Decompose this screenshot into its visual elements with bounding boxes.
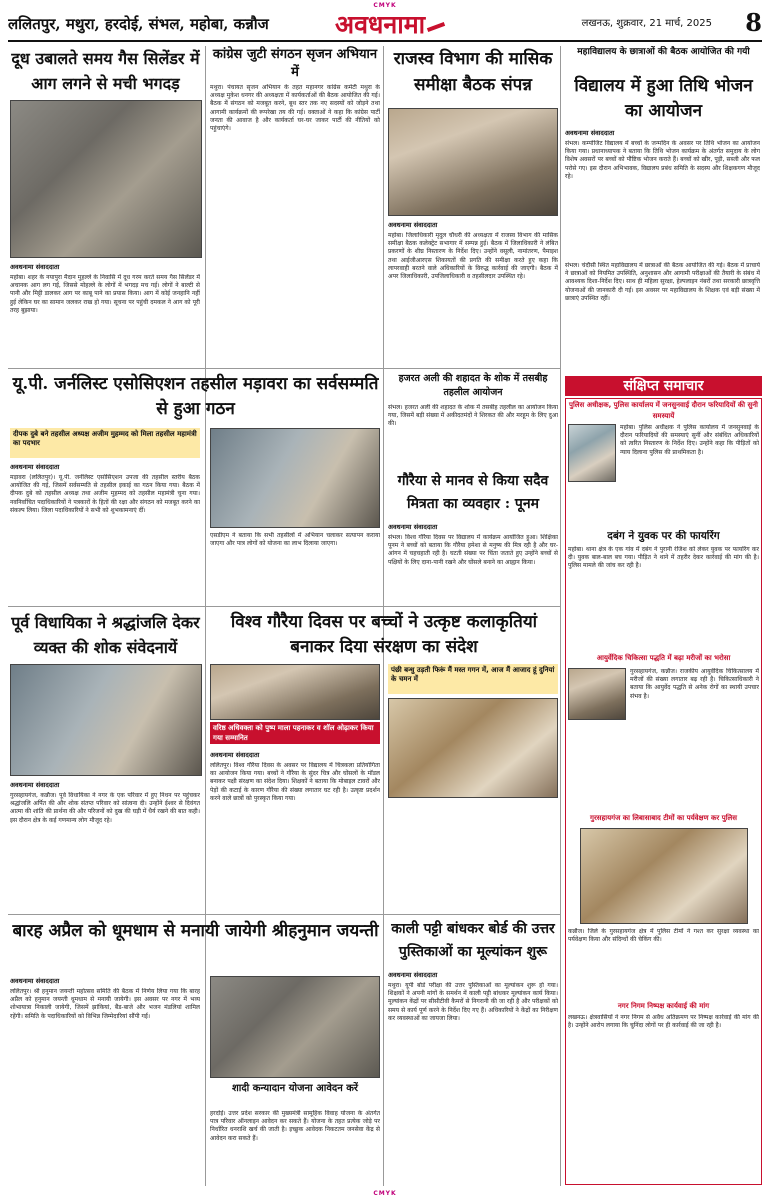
story-body: मथुरा। यूपी बोर्ड परीक्षा की उत्तर पुस्तिकाओं का मूल्यांकन शुरू हो गया। शिक्षकों ने अपनी मांगों के समर्थन में काली पट्टी बांधकर मूल्यांकन कार्य किया। मूल्यांकन केंद्रों पर सीसीटीवी कैमरों से निगरानी की जा रही है और परीक्षकों को समय से कार्य पूर्ण करने के निर्देश दिए गए हैं। अधिकारियों ने केंद्रों का निरीक्षण कर व्यवस्थाओं का जायजा लिया। — [388, 982, 558, 1022]
story-headline[interactable]: विश्व गौरैया दिवस पर बच्चों ने उत्कृष्ट कलाकृतियां बनाकर दिया संरक्षण का संदेश — [230, 612, 538, 657]
page-number: 8 — [745, 8, 762, 37]
short-news-photo — [580, 828, 748, 924]
story-photo-kids — [388, 698, 558, 798]
story-body: मड़ावरा (ललितपुर)। यू.पी. जर्नलिस्ट एसोसिएशन उपजा की तहसील स्तरीय बैठक आयोजित की गई, जिसमें सर्वसम्मति से तहसील इकाई का गठन किया गया। बैठक में दीपक दुबे को तहसील अध्यक्ष तथा अजीम मुहम्मद को तहसील महामंत्री चुना गया। नवनिर्वाचित पदाधिकारियों ने पत्रकारों के हितों की रक्षा और संगठन को मजबूत करने का संकल्प लिया। जिला पदाधिकारियों ने सभी को शुभकामनाएं दीं। — [10, 474, 200, 514]
story-credit: अवधनामा संवाददाता — [10, 977, 60, 985]
story-body: संभल। चंदौसी स्थित महाविद्यालय में छात्राओं की बैठक आयोजित की गई। बैठक में प्राचार्य ने छात्राओं को नियमित उपस्थिति, अनुशासन और आगामी परीक्षाओं की तैयारी के संबंध में आवश्यक दिशा-निर्देश दिए। साथ ही महिला सुरक्षा, हेल्पलाइन नंबरों तथा सरकारी छात्रवृत्ति योजनाओं की जानकारी दी गई। इस अवसर पर महाविद्यालय के शिक्षक एवं बड़ी संख्या में छात्राएं उपस्थित रहीं। — [565, 262, 760, 302]
story-credit: अवधनामा संवाददाता — [565, 129, 615, 137]
short-news-body: महोबा। पुलिस अधीक्षक ने पुलिस कार्यालय में जनसुनवाई के दौरान फरियादियों की समस्याएं सुनीं और संबंधित अधिकारियों को त्वरित निस्तारण के निर्देश दिए। उन्होंने कहा कि पीड़ितों को न्याय दिलाना पुलिस की प्राथमिकता है। — [620, 424, 759, 456]
region-list: ललितपुर, मथुरा, हरदोई, संभल, महोबा, कन्नौज — [8, 15, 269, 33]
story-subhead: दीपक दुबे बने तहसील अध्यक्ष अजीम मुहम्मद को मिला तहसील महामंत्री का पदभार — [10, 428, 200, 458]
story-body: संभल। हजरत अली की शहादत के शोक में तसबीह तहलील का आयोजन किया गया, जिसमें बड़ी संख्या में अकीदतमंदों ने शिरकत की और मरहूम के लिए दुआ की। — [388, 404, 558, 428]
story-body: महोबा। जिलाधिकारी मृदुल चौधरी की अध्यक्षता में राजस्व विभाग की मासिक समीक्षा बैठक कलेक्ट्रेट सभागार में सम्पन्न हुई। बैठक में जिलाधिकारी ने लंबित प्रकरणों के शीघ्र निस्तारण के निर्देश दिए। उन्होंने वसूली, नामांतरण, पैमाइश तथा आईजीआरएस शिकायतों की प्रगति की समीक्षा करते हुए कहा कि लापरवाही बरतने वाले अधिकारियों के विरुद्ध कार्रवाई की जाएगी। बैठक में अपर जिलाधिकारी, उपजिलाधिकारी व तहसीलदार उपस्थित रहे। — [388, 232, 558, 281]
section-divider — [8, 368, 560, 369]
story-photo-honor — [210, 664, 380, 720]
story-photo-tribute — [10, 664, 202, 776]
story-headline[interactable]: गौरैया से मानव से किया सदैव मित्रता का व्यवहार : पूनम — [397, 473, 549, 512]
story-headline[interactable]: बारह अप्रैल को धूमधाम से मनायी जायेगी श्रीहनुमान जयन्ती — [12, 921, 379, 941]
story-photo-meeting — [210, 976, 380, 1078]
short-news-body: गुरसहायगंज, कन्नौज। राजकीय आयुर्वेदिक चिकित्सालय में मरीजों की संख्या लगातार बढ़ रही है। चिकित्साधिकारी ने बताया कि आयुर्वेद पद्धति से अनेक रोगों का स्थायी उपचार संभव है। — [630, 668, 759, 700]
story-body: एसडीएम ने बताया कि सभी तहसीलों में अभियान चलाकर सत्यापन कराया जाएगा और पात्र लोगों को योजना का लाभ दिलाया जाएगा। — [210, 532, 380, 548]
header-rule — [8, 40, 762, 42]
story-headline[interactable]: पूर्व विधायिका ने श्रद्धांजलि देकर व्यक्त की शोक संवेदनायें — [11, 613, 200, 657]
column-divider — [205, 46, 206, 1186]
short-news-headline[interactable]: दबंग ने युवक पर की फायरिंग — [607, 530, 720, 542]
story-headline[interactable]: हजरत अली की शहादत के शोक में तसबीह तहलील आयोजन — [398, 373, 548, 398]
story-credit: अवधनामा संवाददाता — [388, 523, 438, 531]
story-credit: अवधनामा संवाददाता — [388, 971, 438, 979]
masthead-logo[interactable] — [335, 9, 485, 41]
story-subhead: पंछी बन्धु उड़ती फिरूं मैं मस्त गगन में, आज मैं आजाद हूं दुनियां के चमन में — [388, 664, 558, 694]
masthead-title: अवधनामा — [335, 10, 426, 39]
short-news-headline[interactable]: आयुर्वेदिक चिकित्सा पद्धति में बढ़ा मरीजों का भरोसा — [596, 654, 731, 662]
story-headline[interactable]: शादी कन्यादान योजना आवेदन करें — [231, 1083, 359, 1094]
story-headline[interactable]: राजस्व विभाग की मासिक समीक्षा बैठक संपन्न — [393, 49, 553, 95]
short-news-headline[interactable]: पुलिस अधीक्षक, पुलिस कार्यालय में जनसुनवाई दौरान फरियादियों की सुनी समस्यायें — [569, 401, 758, 420]
short-news-body: कन्नौज। जिले के गुरसहायगंज क्षेत्र में पुलिस टीमों ने गश्त कर सुरक्षा व्यवस्था का पर्यवेक्षण किया और संदिग्धों की चेकिंग की। — [568, 928, 759, 944]
story-body: गुरसहायगंज, कन्नौज। पूर्व विधायिका ने नगर के एक परिवार में हुए निधन पर पहुंचकर श्रद्धांजलि अर्पित की और शोक संतप्त परिवार को सांत्वना दी। उन्होंने ईश्वर से दिवंगत आत्मा की शांति की प्रार्थना की और परिजनों को दुख की घड़ी में धैर्य रखने की बात कही। इस दौरान क्षेत्र के कई गणमान्य लोग मौजूद रहे। — [10, 792, 200, 824]
short-news-body: महोबा। थाना क्षेत्र के एक गांव में दबंग ने पुरानी रंजिश को लेकर युवक पर फायरिंग कर दी। युवक बाल-बाल बच गया। पीड़ित ने थाने में तहरीर देकर कार्रवाई की मांग की है। पुलिस मामले की जांच कर रही है। — [568, 546, 759, 570]
story-body: संभल। विश्व गौरैया दिवस पर विद्यालय में कार्यक्रम आयोजित हुआ। शिक्षिका पूनम ने बच्चों को बताया कि गौरैया हमेशा से मनुष्य की मित्र रही है और घर-आंगन में चहचहाती रही है। घटती संख्या पर चिंता जताते हुए उन्होंने बच्चों से पक्षियों के लिए दाना-पानी रखने और घोंसले बनाने का आह्वान किया। — [388, 534, 558, 566]
story-credit: अवधनामा संवाददाता — [388, 221, 438, 229]
short-news-header: संक्षिप्त समाचार — [565, 376, 762, 396]
story-headline[interactable]: काली पट्टी बांधकर बोर्ड की उत्तर पुस्तिकाओं का मूल्यांकन शुरू — [391, 921, 555, 960]
story-headline[interactable]: दूध उबालते समय गैस सिलेंडर में आग लगने से मची भगदड़ — [11, 49, 200, 93]
story-photo-fire — [10, 100, 202, 258]
column-divider — [560, 46, 561, 1186]
short-news-photo — [568, 424, 616, 482]
story-photo-meeting — [388, 108, 558, 216]
story-credit: अवधनामा संवाददाता — [10, 463, 60, 471]
short-news-headline[interactable]: गुरसहायगंज का लिबासाबाद टीमों का पर्यवेक्षण कर पुलिस — [590, 814, 737, 822]
short-news-photo — [568, 668, 626, 720]
short-news-body: लखनऊ। क्षेत्रवासियों ने नगर निगम से अवैध अतिक्रमण पर निष्पक्ष कार्रवाई की मांग की है। उन्होंने आरोप लगाया कि चुनिंदा लोगों पर ही कार्रवाई की जा रही है। — [568, 1014, 759, 1030]
story-body: महोबा। शहर के नयापुरा मैदान मुहल्ले के निवासि में दूध गरम करते समय गैस सिलेंडर में अचानक आग लग गई, जिससे मोहल्ले के लोगों में भगदड़ मच गई। लोगों ने बाल्टी से पानी और मिट्टी डालकर आग पर काबू पाने का प्रयास किया। आग में कोई जनहानि नहीं हुई लेकिन घर का सामान जलकर राख हो गया। सूचना पर पहुंची दमकल ने आग को पूरी तरह बुझाया। — [10, 274, 200, 314]
color-strip: CMYK — [373, 2, 397, 9]
section-divider — [8, 606, 560, 607]
story-credit: अवधनामा संवाददाता — [210, 751, 260, 759]
story-body: हरदोई। उत्तर प्रदेश सरकार की मुख्यमंत्री सामूहिक विवाह योजना के अंतर्गत पात्र परिवार ऑनलाइन आवेदन कर सकते हैं। योजना के तहत प्रत्येक जोड़े पर निर्धारित धनराशि खर्च की जाती है। इच्छुक आवेदक निकटतम जनसेवा केंद्र से आवेदन करा सकते हैं। — [210, 1110, 380, 1142]
story-credit: अवधनामा संवाददाता — [10, 263, 60, 271]
short-news-headline[interactable]: नगर निगम निष्पक्ष कार्यवाई की मांग — [617, 1002, 710, 1010]
story-subhead: वरिष्ठ अधिवक्ता को पुष्प माला पहनाकर व शॉल ओढ़ाकर किया गया सम्मानित — [210, 722, 380, 744]
pen-icon — [427, 22, 445, 32]
story-credit: अवधनामा संवाददाता — [10, 781, 60, 789]
story-headline[interactable]: महाविद्यालय के छात्राओं की बैठक आयोजित की गयी — [577, 47, 750, 57]
story-body: मथुरा। पंचायत सृजन अभियान के तहत महानगर कांग्रेस कमेटी मथुरा के अध्यक्ष मुकेश धनगर की अध्यक्षता में कार्यकर्ताओं की बैठक आयोजित की गई। बैठक में संगठन को मजबूत करने, बूथ स्तर तक नए सदस्यों को जोड़ने तथा आगामी कार्यक्रमों की रूपरेखा तय की गई। वक्ताओं ने कहा कि कांग्रेस पार्टी जनता की आवाज है और कार्यकर्ता घर-घर जाकर पार्टी की नीतियों को पहुंचाएंगे। — [210, 84, 380, 133]
story-headline[interactable]: यू.पी. जर्नलिस्ट एसोसिएशन तहसील मड़ावरा का सर्वसम्मति से हुआ गठन — [12, 374, 379, 419]
story-photo-group — [210, 428, 380, 528]
story-body: ललितपुर। श्री हनुमान जयन्ती महोत्सव समिति की बैठक में निर्णय लिया गया कि बारह अप्रैल को हनुमान जयन्ती धूमधाम से मनायी जायेगी। इस अवसर पर नगर में भव्य शोभायात्रा निकाली जायेगी, जिसमें झांकियां, बैंड-बाजे और भजन मंडलियां शामिल रहेंगी। समिति के पदाधिकारियों को विभिन्न जिम्मेदारियां सौंपी गईं। — [10, 988, 200, 1020]
story-body: संभल। कम्पोजिट विद्यालय में बच्चों के जन्मदिन के अवसर पर तिथि भोजन का आयोजन किया गया। प्रधानाध्यापक ने बताया कि तिथि भोजन कार्यक्रम के अंतर्गत समुदाय के लोग विशेष अवसरों पर बच्चों को पौष्टिक भोजन कराते हैं। बच्चों को खीर, पूड़ी, सब्जी और फल परोसे गए। इस दौरान अभिभावक, विद्यालय प्रबंध समिति के सदस्य और शिक्षकगण मौजूद रहे। — [565, 140, 760, 180]
story-headline[interactable]: कांग्रेस जुटी संगठन सृजन अभियान में — [212, 47, 378, 80]
section-divider — [8, 914, 560, 915]
story-headline[interactable]: विद्यालय में हुआ तिथि भोजन का आयोजन — [574, 76, 753, 121]
color-strip-bottom: CMYK — [373, 1190, 397, 1197]
dateline: लखनऊ, शुक्रवार, 21 मार्च, 2025 — [581, 18, 712, 29]
story-body: ललितपुर। विश्व गौरैया दिवस के अवसर पर विद्यालय में चित्रकला प्रतियोगिता का आयोजन किया गया। बच्चों ने गौरैया के सुंदर चित्र और घोंसलों के मॉडल बनाकर पक्षी संरक्षण का संदेश दिया। शिक्षकों ने बताया कि मोबाइल टावरों और पेड़ों की कटाई के कारण गौरैया की संख्या लगातार घट रही है। उत्कृष्ट प्रदर्शन करने वाले छात्रों को पुरस्कृत किया गया। — [210, 762, 380, 802]
